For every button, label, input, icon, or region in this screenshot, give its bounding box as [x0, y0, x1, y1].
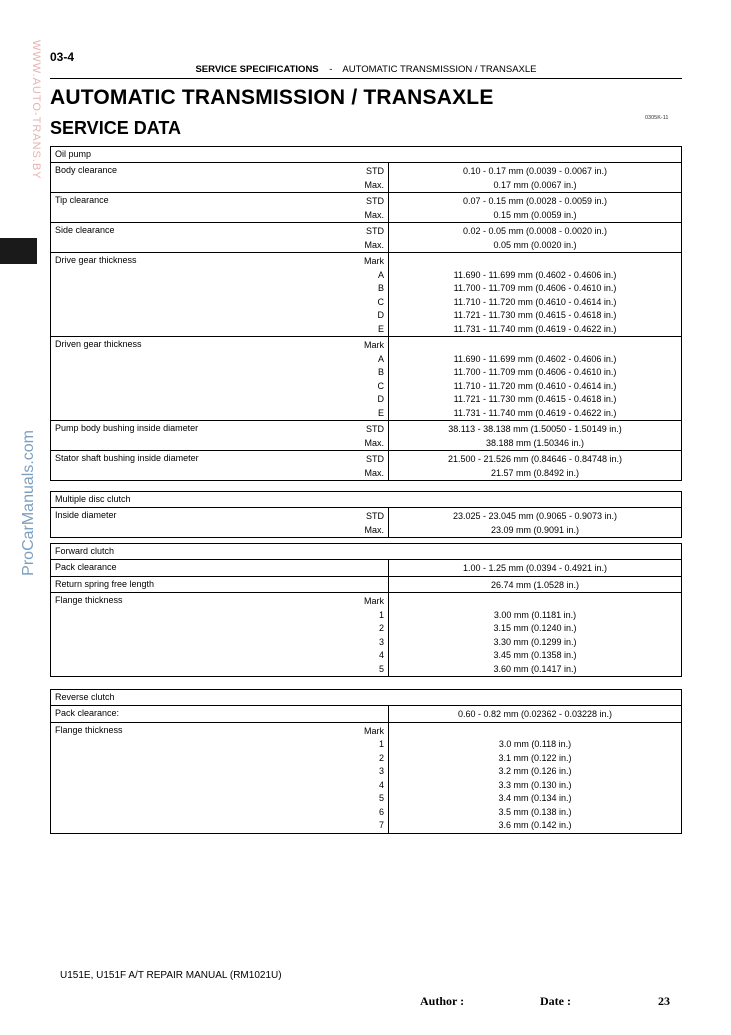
- spec-qualifier: 4: [378, 650, 384, 660]
- table-row: [51, 163, 681, 193]
- header-section: SERVICE SPECIFICATIONS: [195, 64, 319, 75]
- row-value-cell: [389, 508, 681, 537]
- spec-qualifier: E: [377, 323, 384, 334]
- table-row: [51, 451, 681, 480]
- spec-value: 3.2 mm (0.126 in.): [498, 766, 572, 776]
- spec-qualifier: STD: [366, 511, 384, 521]
- table-row: [51, 560, 681, 577]
- table-row: [51, 193, 681, 223]
- row-label-cell: [51, 560, 389, 576]
- header-topic: AUTOMATIC TRANSMISSION / TRANSAXLE: [342, 64, 537, 75]
- spec-value: 3.15 mm (0.1240 in.): [493, 623, 577, 633]
- spec-value: 3.6 mm (0.142 in.): [498, 820, 572, 830]
- spec-qualifier: Max.: [364, 209, 384, 220]
- spec-name: Flange thickness: [55, 595, 123, 605]
- table-row: [51, 223, 681, 253]
- document-code: 0305K-11: [645, 115, 669, 121]
- table-section-header: Multiple disc clutch: [51, 492, 681, 508]
- spec-qualifier: STD: [366, 424, 384, 434]
- spec-value: 0.07 - 0.15 mm (0.0028 - 0.0059 in.): [462, 196, 608, 206]
- footer-manual-title: U151E, U151F A/T REPAIR MANUAL (RM1021U): [60, 970, 282, 981]
- spec-value: 0.02 - 0.05 mm (0.0008 - 0.0020 in.): [462, 226, 608, 236]
- table-section-header: Forward clutch: [51, 544, 681, 560]
- spec-qualifier: B: [377, 367, 384, 377]
- table-row: [51, 337, 681, 421]
- spec-qualifier: 6: [378, 806, 384, 817]
- spec-value: [389, 255, 681, 269]
- table-row: [51, 508, 681, 537]
- spec-value: 3.60 mm (0.1417 in.): [493, 663, 577, 674]
- spec-value: 11.700 - 11.709 mm (0.4606 - 0.4610 in.): [453, 283, 617, 293]
- spec-value: 1.00 - 1.25 mm (0.0394 - 0.4921 in.): [462, 563, 608, 573]
- spec-qualifier: E: [377, 407, 384, 418]
- spec-qualifier: STD: [366, 454, 384, 464]
- spec-value: 11.700 - 11.709 mm (0.4606 - 0.4610 in.): [453, 367, 617, 377]
- spec-value: 11.690 - 11.699 mm (0.4602 - 0.4606 in.): [453, 269, 617, 280]
- row-label-cell: [51, 723, 389, 833]
- spec-name: Stator shaft bushing inside diameter: [55, 453, 199, 463]
- row-value-cell: [389, 253, 681, 336]
- row-label-cell: [51, 508, 389, 537]
- forward-clutch-table: [50, 543, 682, 677]
- spec-name: Side clearance: [55, 225, 115, 235]
- table-section-header: Reverse clutch: [51, 690, 681, 706]
- spec-name: Inside diameter: [55, 510, 117, 520]
- header-separator: -: [329, 64, 333, 75]
- spec-value: [389, 595, 681, 609]
- spec-value: 3.4 mm (0.134 in.): [498, 793, 572, 803]
- spec-qualifier: D: [377, 310, 384, 320]
- spec-qualifier: A: [377, 353, 384, 364]
- spec-qualifier: Mark: [364, 256, 384, 266]
- spec-name: Driven gear thickness: [55, 339, 142, 349]
- spec-qualifier: D: [377, 394, 384, 404]
- table-row: [51, 421, 681, 451]
- watermark-side: ProCarManuals.com: [20, 430, 37, 576]
- spec-value: 0.15 mm (0.0059 in.): [493, 209, 577, 220]
- spec-name: Body clearance: [55, 165, 118, 175]
- footer-author-label: Author :: [420, 994, 465, 1008]
- spec-value: 3.1 mm (0.122 in.): [498, 752, 572, 763]
- row-label-cell: [51, 451, 389, 480]
- spec-value: 11.731 - 11.740 mm (0.4619 - 0.4622 in.): [453, 323, 617, 334]
- spec-value: 0.10 - 0.17 mm (0.0039 - 0.0067 in.): [462, 166, 608, 176]
- page-number: 03-4: [50, 50, 75, 64]
- row-value-cell: [389, 593, 681, 676]
- table-row: [51, 593, 681, 676]
- spec-qualifier: Max.: [364, 467, 384, 478]
- row-label-cell: [51, 163, 389, 192]
- oil-pump-table: [50, 146, 682, 481]
- spec-qualifier: 1: [378, 609, 384, 620]
- row-label-cell: [51, 253, 389, 336]
- row-value-cell: [389, 337, 681, 420]
- row-value-cell: [389, 163, 681, 192]
- spec-qualifier: C: [377, 296, 384, 307]
- page-title: AUTOMATIC TRANSMISSION / TRANSAXLE: [50, 86, 494, 109]
- running-header: [50, 64, 682, 78]
- row-label-cell: [51, 337, 389, 420]
- table-row: [51, 723, 681, 833]
- spec-value: 11.710 - 11.720 mm (0.4610 - 0.4614 in.): [453, 296, 617, 307]
- spec-value: 21.500 - 21.526 mm (0.84646 - 0.84748 in.): [447, 454, 623, 464]
- spec-qualifier: 3: [378, 766, 384, 776]
- row-value-cell: [389, 560, 681, 576]
- footer-date-label: Date :: [540, 994, 571, 1008]
- footer-page-number: 23: [658, 994, 670, 1008]
- spec-qualifier: C: [377, 380, 384, 391]
- table-row: [51, 577, 681, 594]
- spec-value: 21.57 mm (0.8492 in.): [490, 467, 580, 478]
- spec-value: 11.690 - 11.699 mm (0.4602 - 0.4606 in.): [453, 353, 617, 364]
- row-label-cell: [51, 193, 389, 222]
- spec-value: 0.17 mm (0.0067 in.): [493, 179, 577, 190]
- spec-qualifier: 7: [378, 820, 384, 830]
- spec-qualifier: Mark: [364, 725, 384, 736]
- row-value-cell: [389, 421, 681, 450]
- spec-value: [389, 725, 681, 739]
- spec-value: 3.5 mm (0.138 in.): [498, 806, 572, 817]
- spec-qualifier: Max.: [364, 524, 384, 535]
- spec-value: 11.721 - 11.730 mm (0.4615 - 0.4618 in.): [453, 394, 617, 404]
- page-subtitle: SERVICE DATA: [50, 118, 182, 138]
- spec-qualifier: 5: [378, 793, 384, 803]
- reverse-clutch-table: [50, 689, 682, 834]
- row-value-cell: [389, 706, 681, 722]
- spec-name: Return spring free length: [55, 578, 155, 589]
- spec-value: 0.60 - 0.82 mm (0.02362 - 0.03228 in.): [457, 709, 613, 719]
- spec-name: Pump body bushing inside diameter: [55, 423, 199, 433]
- spec-qualifier: STD: [366, 166, 384, 176]
- table-section-header: Oil pump: [51, 147, 681, 163]
- spec-qualifier: Max.: [364, 437, 384, 448]
- spec-value: [389, 339, 681, 353]
- spec-qualifier: 4: [378, 779, 384, 790]
- row-value-cell: [389, 193, 681, 222]
- spec-qualifier: 2: [378, 623, 384, 633]
- row-label-cell: [51, 577, 389, 593]
- row-value-cell: [389, 723, 681, 833]
- spec-qualifier: STD: [366, 226, 384, 236]
- spec-value: 23.09 mm (0.9091 in.): [490, 524, 580, 535]
- spec-name: Drive gear thickness: [55, 255, 137, 265]
- spec-qualifier: B: [377, 283, 384, 293]
- section-tab-marker: [0, 238, 37, 264]
- spec-value: 11.731 - 11.740 mm (0.4619 - 0.4622 in.): [453, 407, 617, 418]
- spec-value: 3.45 mm (0.1358 in.): [493, 650, 577, 660]
- spec-name: Pack clearance: [55, 562, 117, 572]
- watermark-top: WWW.AUTO-TRANS.BY: [30, 40, 42, 180]
- row-value-cell: [389, 577, 681, 593]
- spec-qualifier: Max.: [364, 239, 384, 250]
- row-label-cell: [51, 421, 389, 450]
- spec-value: 38.188 mm (1.50346 in.): [485, 437, 585, 448]
- spec-value: 0.05 mm (0.0020 in.): [493, 239, 577, 250]
- spec-value: 3.3 mm (0.130 in.): [498, 779, 572, 790]
- spec-qualifier: A: [377, 269, 384, 280]
- row-label-cell: [51, 223, 389, 252]
- spec-qualifier: 3: [378, 636, 384, 647]
- spec-value: 3.30 mm (0.1299 in.): [493, 636, 577, 647]
- row-label-cell: [51, 706, 389, 722]
- spec-value: 26.74 mm (1.0528 in.): [490, 579, 580, 590]
- spec-qualifier: Max.: [364, 179, 384, 190]
- multiple-disc-clutch-table: [50, 491, 682, 538]
- spec-value: 11.710 - 11.720 mm (0.4610 - 0.4614 in.): [453, 380, 617, 391]
- spec-value: 11.721 - 11.730 mm (0.4615 - 0.4618 in.): [453, 310, 617, 320]
- spec-name: Tip clearance: [55, 195, 109, 205]
- spec-qualifier: 5: [378, 663, 384, 674]
- table-row: [51, 253, 681, 337]
- spec-qualifier: 1: [378, 739, 384, 749]
- row-label-cell: [51, 593, 389, 676]
- spec-name: Pack clearance:: [55, 708, 120, 718]
- spec-qualifier: Mark: [364, 596, 384, 606]
- spec-value: 3.0 mm (0.118 in.): [498, 739, 572, 749]
- spec-qualifier: STD: [366, 196, 384, 206]
- spec-qualifier: 2: [378, 752, 384, 763]
- row-value-cell: [389, 223, 681, 252]
- spec-value: 3.00 mm (0.1181 in.): [493, 609, 577, 620]
- table-row: [51, 706, 681, 723]
- header-rule: [50, 78, 682, 79]
- spec-value: 38.113 - 38.138 mm (1.50050 - 1.50149 in.): [448, 424, 622, 434]
- spec-qualifier: Mark: [364, 340, 384, 350]
- spec-name: Flange thickness: [55, 724, 123, 735]
- row-value-cell: [389, 451, 681, 480]
- spec-value: 23.025 - 23.045 mm (0.9065 - 0.9073 in.): [452, 511, 618, 521]
